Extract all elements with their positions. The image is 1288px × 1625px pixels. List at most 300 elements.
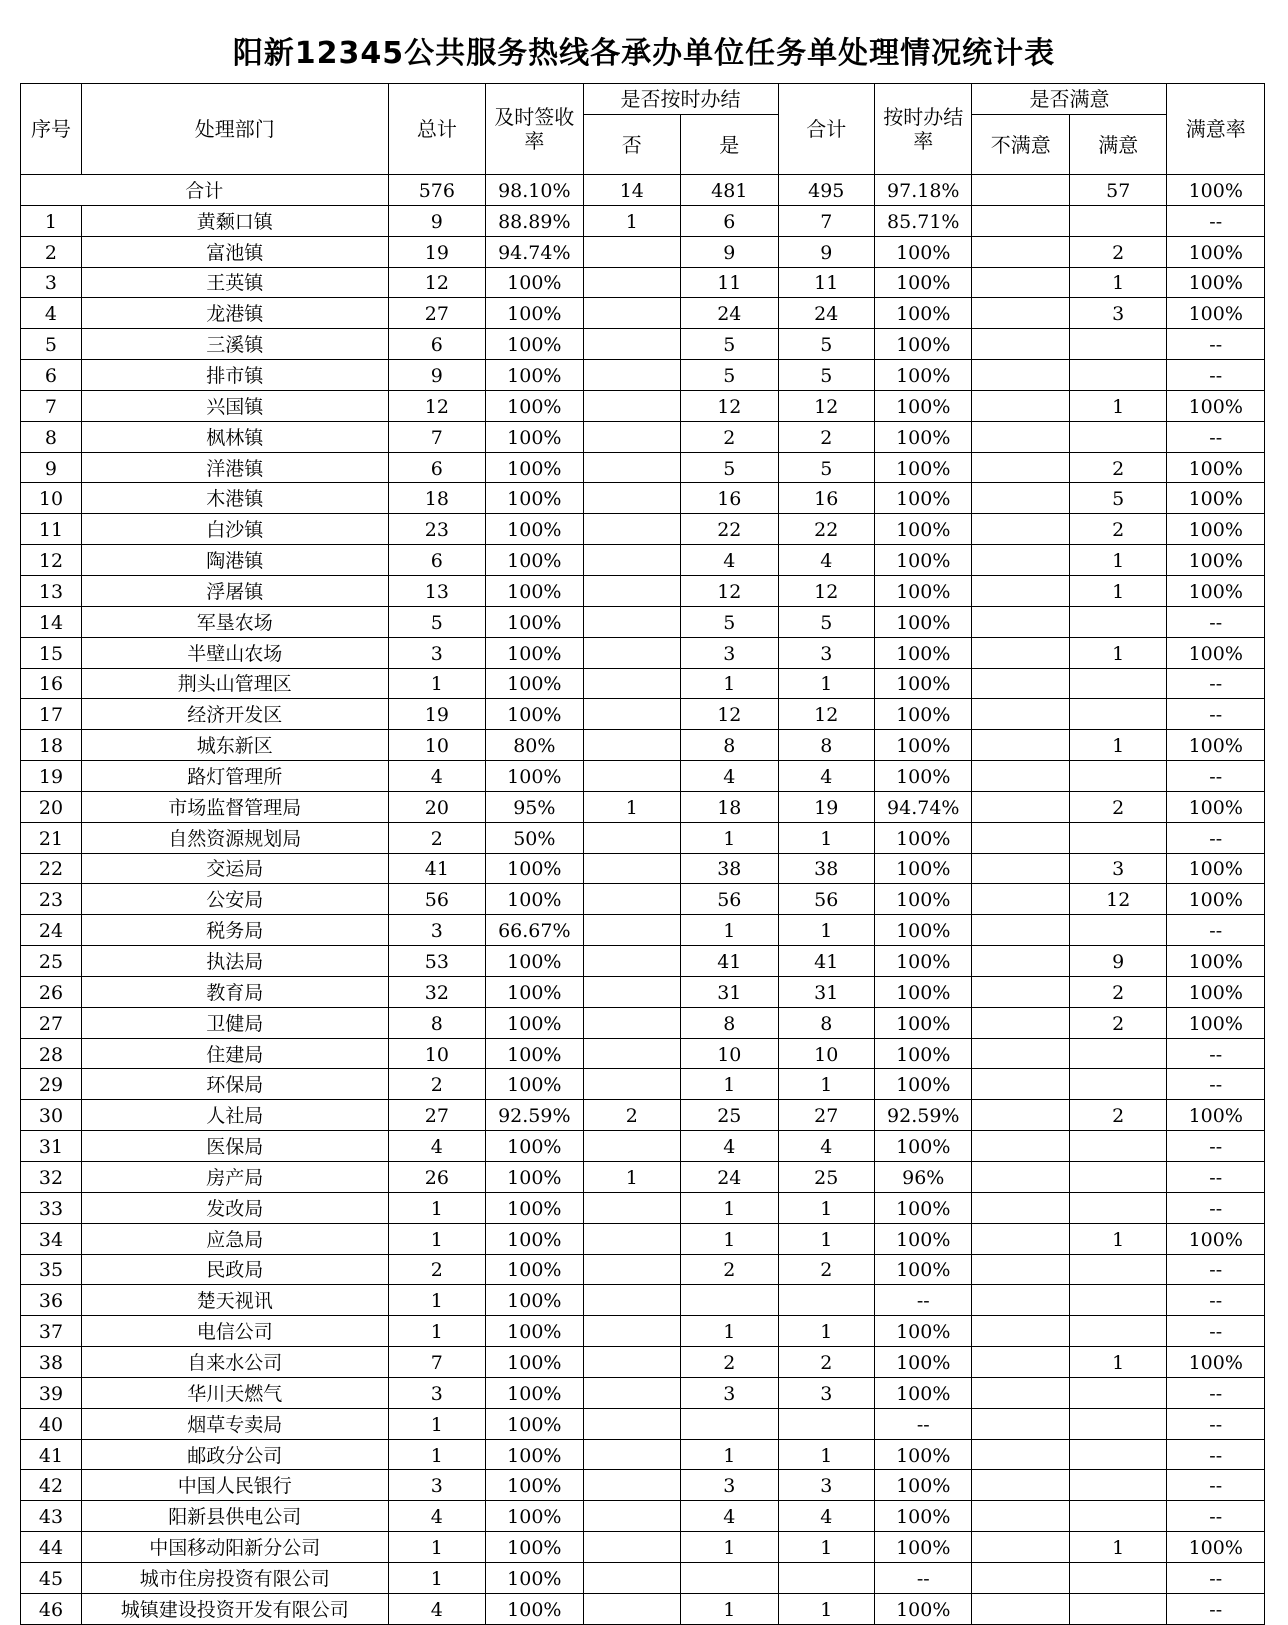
cell-yes: 2 — [681, 421, 778, 452]
cell-subtotal: 1 — [778, 1223, 874, 1254]
cell-satisfied — [1069, 205, 1166, 236]
cell-subtotal: 7 — [778, 205, 874, 236]
cell-subtotal: 38 — [778, 853, 874, 884]
cell-unsatisfied — [972, 329, 1069, 360]
cell-seq: 31 — [21, 1131, 82, 1162]
cell-total: 2 — [388, 1254, 485, 1285]
cell-unsatisfied — [972, 1100, 1069, 1131]
table-row — [21, 1501, 1265, 1532]
cell-unsatisfied — [972, 1470, 1069, 1501]
cell-satisfaction-rate: -- — [1167, 1562, 1265, 1593]
cell-sign-rate: 100% — [486, 606, 583, 637]
table-row — [21, 575, 1265, 606]
cell-satisfied — [1069, 1470, 1166, 1501]
cell-satisfaction-rate: 100% — [1167, 1347, 1265, 1378]
cell-seq: 18 — [21, 730, 82, 761]
cell-seq: 23 — [21, 884, 82, 915]
cell-dept: 房产局 — [81, 1162, 388, 1193]
cell-dept: 路灯管理所 — [81, 761, 388, 792]
cell-total: 6 — [388, 545, 485, 576]
cell-total: 5 — [388, 606, 485, 637]
cell-seq: 44 — [21, 1532, 82, 1563]
cell-yes: 5 — [681, 360, 778, 391]
cell-ontime-rate: 100% — [875, 1470, 972, 1501]
cell-ontime-rate: 100% — [875, 668, 972, 699]
cell-subtotal: 9 — [778, 236, 874, 267]
cell-sign-rate: 100% — [486, 1532, 583, 1563]
cell-dept: 发改局 — [81, 1192, 388, 1223]
total-cell-unsatisfied — [972, 175, 1069, 206]
cell-seq: 28 — [21, 1038, 82, 1069]
cell-subtotal: 5 — [778, 606, 874, 637]
cell-satisfaction-rate: -- — [1167, 1069, 1265, 1100]
cell-total: 20 — [388, 791, 485, 822]
cell-sign-rate: 100% — [486, 421, 583, 452]
cell-yes: 41 — [681, 946, 778, 977]
table-row — [21, 205, 1265, 236]
cell-satisfaction-rate: 100% — [1167, 1223, 1265, 1254]
cell-seq: 12 — [21, 545, 82, 576]
cell-seq: 8 — [21, 421, 82, 452]
cell-ontime-rate: 100% — [875, 822, 972, 853]
cell-no — [583, 915, 680, 946]
cell-total: 19 — [388, 236, 485, 267]
cell-satisfaction-rate: 100% — [1167, 267, 1265, 298]
table-row — [21, 1439, 1265, 1470]
cell-seq: 40 — [21, 1408, 82, 1439]
cell-dept: 税务局 — [81, 915, 388, 946]
cell-subtotal: 41 — [778, 946, 874, 977]
cell-total: 1 — [388, 1285, 485, 1316]
table-row — [21, 1562, 1265, 1593]
cell-sign-rate: 100% — [486, 1192, 583, 1223]
cell-total: 27 — [388, 298, 485, 329]
cell-no — [583, 545, 680, 576]
cell-satisfaction-rate: 100% — [1167, 452, 1265, 483]
cell-no: 1 — [583, 205, 680, 236]
cell-yes: 1 — [681, 1223, 778, 1254]
cell-sign-rate: 92.59% — [486, 1100, 583, 1131]
cell-sign-rate: 50% — [486, 822, 583, 853]
cell-no — [583, 1131, 680, 1162]
cell-seq: 33 — [21, 1192, 82, 1223]
cell-dept: 富池镇 — [81, 236, 388, 267]
cell-total: 2 — [388, 1069, 485, 1100]
cell-seq: 9 — [21, 452, 82, 483]
cell-total: 10 — [388, 730, 485, 761]
cell-subtotal: 4 — [778, 761, 874, 792]
cell-satisfaction-rate: -- — [1167, 1470, 1265, 1501]
cell-sign-rate: 100% — [486, 1562, 583, 1593]
cell-dept: 交运局 — [81, 853, 388, 884]
cell-no — [583, 1007, 680, 1038]
table-header — [21, 84, 1265, 175]
cell-dept: 经济开发区 — [81, 699, 388, 730]
cell-unsatisfied — [972, 915, 1069, 946]
cell-seq: 16 — [21, 668, 82, 699]
cell-satisfied: 9 — [1069, 946, 1166, 977]
cell-ontime-rate: 100% — [875, 946, 972, 977]
cell-total: 4 — [388, 1593, 485, 1624]
header-subtotal: 合计 — [778, 84, 874, 175]
cell-ontime-rate: 100% — [875, 390, 972, 421]
header-no: 否 — [583, 115, 680, 175]
cell-sign-rate: 100% — [486, 360, 583, 391]
cell-seq: 10 — [21, 483, 82, 514]
cell-unsatisfied — [972, 1377, 1069, 1408]
cell-subtotal: 10 — [778, 1038, 874, 1069]
cell-dept: 三溪镇 — [81, 329, 388, 360]
cell-unsatisfied — [972, 822, 1069, 853]
cell-total: 12 — [388, 390, 485, 421]
cell-sign-rate: 100% — [486, 1162, 583, 1193]
cell-sign-rate: 100% — [486, 1593, 583, 1624]
cell-total: 2 — [388, 822, 485, 853]
table-row — [21, 853, 1265, 884]
cell-ontime-rate: 100% — [875, 1377, 972, 1408]
cell-no — [583, 329, 680, 360]
cell-dept: 教育局 — [81, 976, 388, 1007]
cell-unsatisfied — [972, 1038, 1069, 1069]
cell-no: 2 — [583, 1100, 680, 1131]
cell-ontime-rate: 100% — [875, 329, 972, 360]
table-row — [21, 976, 1265, 1007]
cell-satisfaction-rate: -- — [1167, 822, 1265, 853]
cell-ontime-rate: 100% — [875, 545, 972, 576]
cell-unsatisfied — [972, 1285, 1069, 1316]
cell-subtotal: 12 — [778, 699, 874, 730]
cell-ontime-rate: 100% — [875, 1131, 972, 1162]
cell-ontime-rate: 100% — [875, 1532, 972, 1563]
cell-ontime-rate: 100% — [875, 1316, 972, 1347]
cell-total: 9 — [388, 205, 485, 236]
cell-dept: 洋港镇 — [81, 452, 388, 483]
header-dept: 处理部门 — [81, 84, 388, 175]
cell-subtotal: 12 — [778, 575, 874, 606]
cell-no — [583, 452, 680, 483]
cell-unsatisfied — [972, 1192, 1069, 1223]
cell-yes: 1 — [681, 1532, 778, 1563]
cell-dept: 应急局 — [81, 1223, 388, 1254]
cell-total: 3 — [388, 915, 485, 946]
cell-dept: 自然资源规划局 — [81, 822, 388, 853]
total-cell-ontime-rate: 97.18% — [875, 175, 972, 206]
table-row — [21, 1069, 1265, 1100]
cell-subtotal: 1 — [778, 915, 874, 946]
cell-satisfaction-rate: -- — [1167, 1162, 1265, 1193]
cell-ontime-rate: 100% — [875, 514, 972, 545]
cell-subtotal: 1 — [778, 1593, 874, 1624]
cell-ontime-rate: 96% — [875, 1162, 972, 1193]
cell-satisfaction-rate: -- — [1167, 699, 1265, 730]
header-satisfaction-rate: 满意率 — [1167, 84, 1265, 175]
cell-yes: 5 — [681, 606, 778, 637]
cell-sign-rate: 100% — [486, 575, 583, 606]
cell-sign-rate: 100% — [486, 1007, 583, 1038]
table-row — [21, 822, 1265, 853]
table-body — [21, 175, 1265, 1625]
cell-seq: 24 — [21, 915, 82, 946]
cell-dept: 龙港镇 — [81, 298, 388, 329]
cell-satisfied: 1 — [1069, 1223, 1166, 1254]
table-row — [21, 606, 1265, 637]
cell-seq: 43 — [21, 1501, 82, 1532]
cell-sign-rate: 100% — [486, 699, 583, 730]
cell-ontime-rate: 100% — [875, 915, 972, 946]
cell-satisfied: 2 — [1069, 1007, 1166, 1038]
cell-no — [583, 1562, 680, 1593]
cell-dept: 黄颡口镇 — [81, 205, 388, 236]
cell-total: 7 — [388, 1347, 485, 1378]
cell-ontime-rate: 100% — [875, 1007, 972, 1038]
cell-sign-rate: 100% — [486, 514, 583, 545]
cell-unsatisfied — [972, 1593, 1069, 1624]
header-ontime-group: 是否按时办结 — [583, 84, 778, 115]
cell-sign-rate: 100% — [486, 884, 583, 915]
table-row — [21, 1532, 1265, 1563]
cell-seq: 21 — [21, 822, 82, 853]
cell-satisfied: 1 — [1069, 637, 1166, 668]
cell-satisfied — [1069, 1038, 1166, 1069]
cell-total: 1 — [388, 1223, 485, 1254]
cell-seq: 14 — [21, 606, 82, 637]
cell-unsatisfied — [972, 452, 1069, 483]
cell-seq: 25 — [21, 946, 82, 977]
cell-dept: 卫健局 — [81, 1007, 388, 1038]
cell-total: 18 — [388, 483, 485, 514]
cell-sign-rate: 100% — [486, 1254, 583, 1285]
cell-no — [583, 1347, 680, 1378]
cell-satisfied — [1069, 668, 1166, 699]
cell-satisfaction-rate: -- — [1167, 1593, 1265, 1624]
cell-satisfaction-rate: 100% — [1167, 1100, 1265, 1131]
cell-satisfaction-rate: 100% — [1167, 946, 1265, 977]
table-row — [21, 946, 1265, 977]
cell-ontime-rate: 100% — [875, 1593, 972, 1624]
cell-sign-rate: 100% — [486, 1501, 583, 1532]
cell-dept: 自来水公司 — [81, 1347, 388, 1378]
cell-subtotal: 25 — [778, 1162, 874, 1193]
cell-satisfied — [1069, 606, 1166, 637]
cell-satisfied — [1069, 761, 1166, 792]
cell-sign-rate: 100% — [486, 267, 583, 298]
cell-satisfied: 1 — [1069, 545, 1166, 576]
cell-unsatisfied — [972, 1131, 1069, 1162]
cell-sign-rate: 100% — [486, 452, 583, 483]
cell-seq: 22 — [21, 853, 82, 884]
cell-satisfaction-rate: 100% — [1167, 853, 1265, 884]
cell-no — [583, 761, 680, 792]
cell-yes: 1 — [681, 915, 778, 946]
cell-seq: 39 — [21, 1377, 82, 1408]
cell-satisfied — [1069, 1316, 1166, 1347]
cell-total: 56 — [388, 884, 485, 915]
cell-dept: 荆头山管理区 — [81, 668, 388, 699]
cell-dept: 楚天视讯 — [81, 1285, 388, 1316]
cell-seq: 37 — [21, 1316, 82, 1347]
cell-yes: 1 — [681, 668, 778, 699]
cell-seq: 1 — [21, 205, 82, 236]
cell-unsatisfied — [972, 946, 1069, 977]
cell-satisfaction-rate: 100% — [1167, 884, 1265, 915]
total-label: 合计 — [21, 175, 389, 206]
cell-unsatisfied — [972, 1439, 1069, 1470]
cell-ontime-rate: 100% — [875, 730, 972, 761]
cell-total: 1 — [388, 1532, 485, 1563]
cell-ontime-rate: 100% — [875, 236, 972, 267]
table-row — [21, 267, 1265, 298]
cell-total: 1 — [388, 1408, 485, 1439]
cell-subtotal — [778, 1562, 874, 1593]
cell-no — [583, 668, 680, 699]
cell-subtotal: 2 — [778, 1347, 874, 1378]
cell-no — [583, 575, 680, 606]
cell-subtotal: 5 — [778, 360, 874, 391]
cell-seq: 5 — [21, 329, 82, 360]
cell-seq: 4 — [21, 298, 82, 329]
cell-sign-rate: 100% — [486, 298, 583, 329]
cell-unsatisfied — [972, 884, 1069, 915]
cell-satisfaction-rate: -- — [1167, 1285, 1265, 1316]
cell-seq: 17 — [21, 699, 82, 730]
cell-yes: 9 — [681, 236, 778, 267]
cell-satisfaction-rate: -- — [1167, 606, 1265, 637]
cell-satisfied — [1069, 1377, 1166, 1408]
cell-ontime-rate: 100% — [875, 421, 972, 452]
cell-dept: 人社局 — [81, 1100, 388, 1131]
cell-yes: 16 — [681, 483, 778, 514]
cell-seq: 19 — [21, 761, 82, 792]
cell-yes: 4 — [681, 761, 778, 792]
cell-satisfaction-rate: 100% — [1167, 637, 1265, 668]
cell-satisfaction-rate: 100% — [1167, 1007, 1265, 1038]
cell-seq: 36 — [21, 1285, 82, 1316]
cell-total: 12 — [388, 267, 485, 298]
cell-satisfaction-rate: 100% — [1167, 483, 1265, 514]
cell-total: 1 — [388, 1562, 485, 1593]
cell-satisfaction-rate: -- — [1167, 668, 1265, 699]
cell-no — [583, 606, 680, 637]
cell-dept: 兴国镇 — [81, 390, 388, 421]
cell-dept: 城东新区 — [81, 730, 388, 761]
cell-unsatisfied — [972, 298, 1069, 329]
table-row — [21, 236, 1265, 267]
cell-ontime-rate: 100% — [875, 1038, 972, 1069]
cell-subtotal: 1 — [778, 1316, 874, 1347]
cell-yes: 3 — [681, 1377, 778, 1408]
cell-yes: 12 — [681, 575, 778, 606]
cell-satisfied — [1069, 1501, 1166, 1532]
total-row — [21, 175, 1265, 206]
cell-no — [583, 1470, 680, 1501]
cell-yes: 22 — [681, 514, 778, 545]
cell-unsatisfied — [972, 1532, 1069, 1563]
cell-satisfied: 2 — [1069, 514, 1166, 545]
cell-yes: 1 — [681, 822, 778, 853]
cell-sign-rate: 100% — [486, 1038, 583, 1069]
cell-ontime-rate: 100% — [875, 1439, 972, 1470]
cell-unsatisfied — [972, 1501, 1069, 1532]
table-row — [21, 637, 1265, 668]
cell-dept: 陶港镇 — [81, 545, 388, 576]
table-row — [21, 1593, 1265, 1624]
cell-sign-rate: 88.89% — [486, 205, 583, 236]
cell-unsatisfied — [972, 730, 1069, 761]
table-row — [21, 791, 1265, 822]
cell-subtotal: 56 — [778, 884, 874, 915]
cell-seq: 42 — [21, 1470, 82, 1501]
cell-unsatisfied — [972, 483, 1069, 514]
cell-seq: 41 — [21, 1439, 82, 1470]
cell-dept: 执法局 — [81, 946, 388, 977]
cell-subtotal: 2 — [778, 421, 874, 452]
cell-subtotal: 4 — [778, 545, 874, 576]
cell-seq: 35 — [21, 1254, 82, 1285]
cell-satisfaction-rate: -- — [1167, 205, 1265, 236]
cell-unsatisfied — [972, 637, 1069, 668]
cell-yes — [681, 1562, 778, 1593]
cell-dept: 木港镇 — [81, 483, 388, 514]
cell-seq: 29 — [21, 1069, 82, 1100]
cell-dept: 排市镇 — [81, 360, 388, 391]
cell-unsatisfied — [972, 976, 1069, 1007]
cell-unsatisfied — [972, 1316, 1069, 1347]
cell-ontime-rate: 100% — [875, 1501, 972, 1532]
table-row — [21, 761, 1265, 792]
cell-yes: 8 — [681, 730, 778, 761]
table-row — [21, 360, 1265, 391]
cell-unsatisfied — [972, 390, 1069, 421]
cell-sign-rate: 100% — [486, 390, 583, 421]
cell-no: 1 — [583, 791, 680, 822]
header-seq: 序号 — [21, 84, 82, 175]
cell-satisfied — [1069, 915, 1166, 946]
cell-unsatisfied — [972, 1223, 1069, 1254]
cell-satisfied: 3 — [1069, 298, 1166, 329]
statistics-table — [20, 83, 1265, 1625]
cell-yes — [681, 1285, 778, 1316]
cell-subtotal: 11 — [778, 267, 874, 298]
cell-satisfaction-rate: 100% — [1167, 236, 1265, 267]
cell-seq: 3 — [21, 267, 82, 298]
cell-satisfaction-rate: -- — [1167, 421, 1265, 452]
cell-sign-rate: 100% — [486, 853, 583, 884]
table-row — [21, 1470, 1265, 1501]
cell-ontime-rate: 100% — [875, 360, 972, 391]
cell-unsatisfied — [972, 1069, 1069, 1100]
cell-satisfied: 2 — [1069, 976, 1166, 1007]
total-cell-sign-rate: 98.10% — [486, 175, 583, 206]
cell-unsatisfied — [972, 761, 1069, 792]
cell-subtotal: 3 — [778, 1470, 874, 1501]
cell-satisfaction-rate: -- — [1167, 1501, 1265, 1532]
cell-dept: 环保局 — [81, 1069, 388, 1100]
cell-seq: 34 — [21, 1223, 82, 1254]
cell-unsatisfied — [972, 1007, 1069, 1038]
cell-satisfaction-rate: 100% — [1167, 514, 1265, 545]
cell-unsatisfied — [972, 606, 1069, 637]
cell-yes: 24 — [681, 1162, 778, 1193]
cell-satisfied — [1069, 1439, 1166, 1470]
cell-yes: 1 — [681, 1439, 778, 1470]
cell-yes: 2 — [681, 1347, 778, 1378]
cell-total: 41 — [388, 853, 485, 884]
cell-subtotal: 31 — [778, 976, 874, 1007]
table-row — [21, 1408, 1265, 1439]
cell-ontime-rate: 100% — [875, 298, 972, 329]
cell-no: 1 — [583, 1162, 680, 1193]
cell-sign-rate: 100% — [486, 483, 583, 514]
